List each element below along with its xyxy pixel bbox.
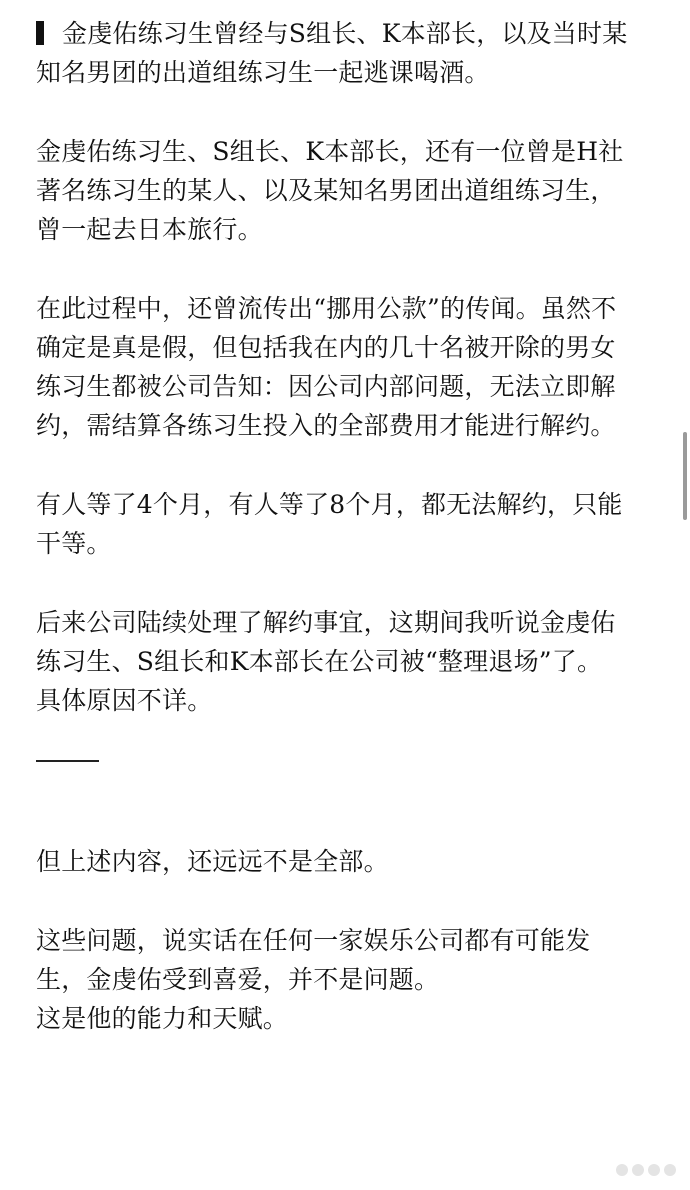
paragraph-line: 有人等了4个月，有人等了8个月，都无法解约，只能 <box>36 490 623 519</box>
paragraph-5 <box>36 603 666 720</box>
paragraph-line: 这是他的能力和天赋。 <box>36 1004 289 1033</box>
paragraph-line: 练习生、S组长和K本部长在公司被“整理退场”了。 <box>36 647 603 676</box>
paragraph-line: 生，金虔佑受到喜爱，并不是问题。 <box>36 965 440 994</box>
paragraph-line: 干等。 <box>36 529 112 558</box>
paragraph-line: 确定是真是假，但包括我在内的几十名被开除的男女 <box>36 333 616 362</box>
quote-bar-icon <box>36 21 44 45</box>
article-body <box>36 14 666 1078</box>
watermark-dot <box>616 1164 628 1176</box>
watermark-dot <box>632 1164 644 1176</box>
paragraph-line <box>36 14 666 53</box>
paragraph-line: 约，需结算各练习生投入的全部费用才能进行解约。 <box>36 411 616 440</box>
watermark-dot <box>664 1164 676 1176</box>
watermark-dots-icon <box>616 1164 676 1176</box>
paragraph-1 <box>36 14 666 92</box>
paragraph-line: 但上述内容，还远远不是全部。 <box>36 847 389 876</box>
paragraph-3 <box>36 289 666 445</box>
paragraph-line: 练习生都被公司告知：因公司内部问题，无法立即解 <box>36 372 616 401</box>
section-divider <box>36 760 99 762</box>
paragraph-7 <box>36 921 666 1038</box>
paragraph-line: 金虔佑练习生、S组长、K本部长，还有一位曾是H社 <box>36 137 624 166</box>
paragraph-2 <box>36 132 666 249</box>
paragraph-line: 曾一起去日本旅行。 <box>36 215 263 244</box>
paragraph-line: 知名男团的出道组练习生一起逃课喝酒。 <box>36 58 490 87</box>
paragraph-line: 后来公司陆续处理了解约事宜，这期间我听说金虔佑 <box>36 608 616 637</box>
watermark-dot <box>648 1164 660 1176</box>
paragraph-line: 具体原因不详。 <box>36 686 213 715</box>
paragraph-line: 这些问题，说实话在任何一家娱乐公司都有可能发 <box>36 926 591 955</box>
scrollbar-thumb[interactable] <box>683 432 687 520</box>
paragraph-6 <box>36 842 666 881</box>
paragraph-4 <box>36 485 666 563</box>
paragraph-line-text: 金虔佑练习生曾经与S组长、K本部长，以及当时某 <box>62 19 628 48</box>
paragraph-line: 著名练习生的某人、以及某知名男团出道组练习生， <box>36 176 616 205</box>
paragraph-line: 在此过程中，还曾流传出“挪用公款”的传闻。虽然不 <box>36 294 617 323</box>
